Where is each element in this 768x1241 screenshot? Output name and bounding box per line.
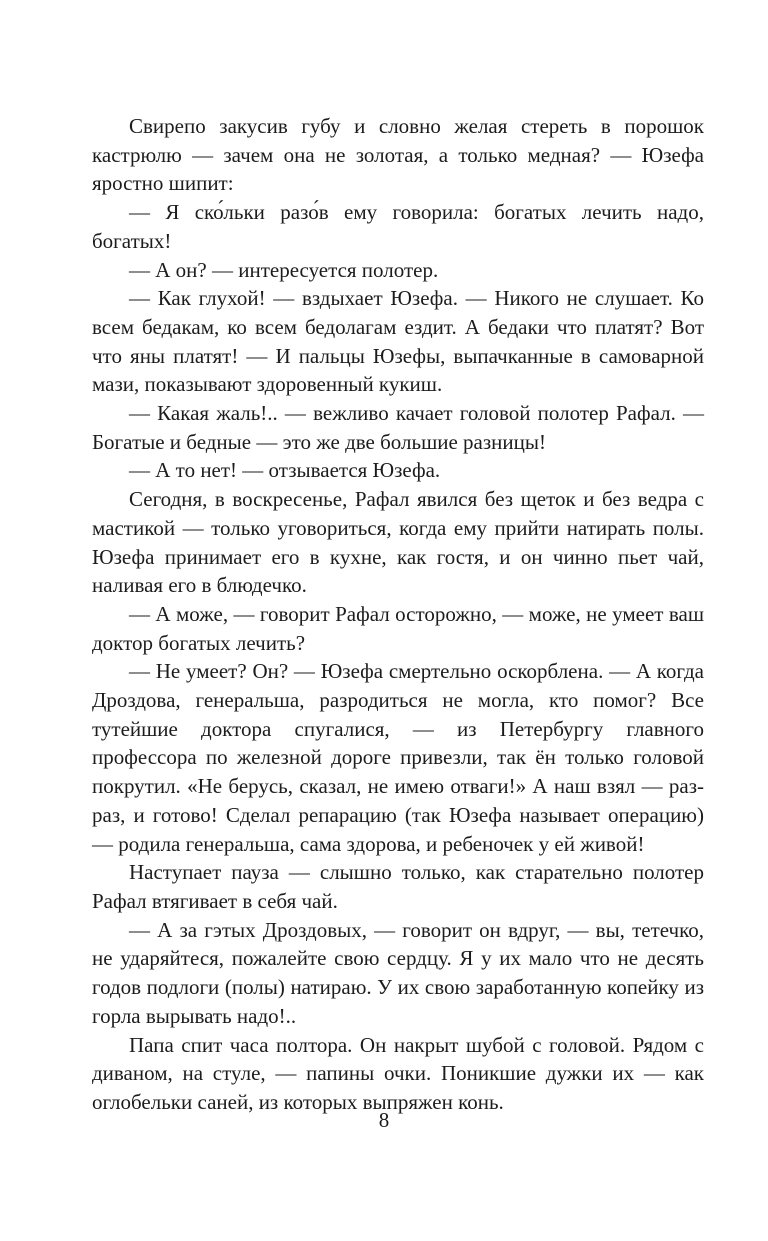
- page-body: [92, 112, 704, 1117]
- paragraph: — Какая жаль!.. — вежливо качает головой полотер Рафал. — Богатые и бедные — это же две большие разницы!: [92, 401, 704, 454]
- paragraph: — Я ско́льки разо́в ему говорила: богатых лечить надо, богатых!: [92, 200, 704, 253]
- paragraph: — А то нет! — отзывается Юзефа.: [129, 458, 441, 483]
- paragraph: — Как глухой! — вздыхает Юзефа. — Никого не слушает. Ко всем бедакам, ко всем бедолагам ездит. А бедаки что платят? Вот что яны платят! — И пальцы Юзефы, выпачканные в самоварной мази, показывают здоровенный кукиш.: [92, 286, 704, 397]
- paragraph: — Не умеет? Он? — Юзефа смертельно оскорблена. — А когда Дроздова, генеральша, разродиться не могла, кто помог? Все тутейшие доктора спугалися, — из Петербургу главного профессора по железной дороге привезли, так ён только головой покрутил. «Не берусь, сказал, не имею отваги!» А наш взял — раз-раз, и готово! Сделал репарацию (так Юзефа называет операцию) — родила генеральша, сама здорова, и ребеночек у ей живой!: [92, 659, 704, 856]
- body-text: [92, 112, 704, 1117]
- paragraph: Сегодня, в воскресенье, Рафал явился без щеток и без ведра с мастикой — только уговориться, когда ему прийти натирать полы. Юзефа принимает его в кухне, как гостя, и он чинно пьет чай, наливая его в блюдечко.: [92, 487, 704, 598]
- paragraph: Наступает пауза — слышно только, как старательно полотер Рафал втягивает в себя чай.: [92, 860, 704, 913]
- paragraph: — А може, — говорит Рафал осторожно, — може, не умеет ваш доктор богатых лечить?: [92, 601, 704, 655]
- page-number: 8: [378, 1108, 390, 1132]
- paragraph: — А за гэтых Дроздовых, — говорит он вдруг, — вы, тетечко, не ударяйтеся, пожалейте свою сердцу. Я у их мало что не десять годов подлоги (полы) натираю. У их свою заработанную копейку из горла вырывать надо!..: [92, 917, 704, 1028]
- paragraph: Свирепо закусив губу и словно желая стереть в порошок кастрюлю — зачем она не золотая, а только медная? — Юзефа яростно шипит:: [92, 114, 704, 196]
- paragraph: Папа спит часа полтора. Он накрыт шубой с головой. Рядом с диваном, на стуле, — папины очки. Поникшие дужки их — как оглобельки саней, из которых выпряжен конь.: [92, 1032, 704, 1114]
- paragraph: — А он? — интересуется полотер.: [129, 257, 439, 282]
